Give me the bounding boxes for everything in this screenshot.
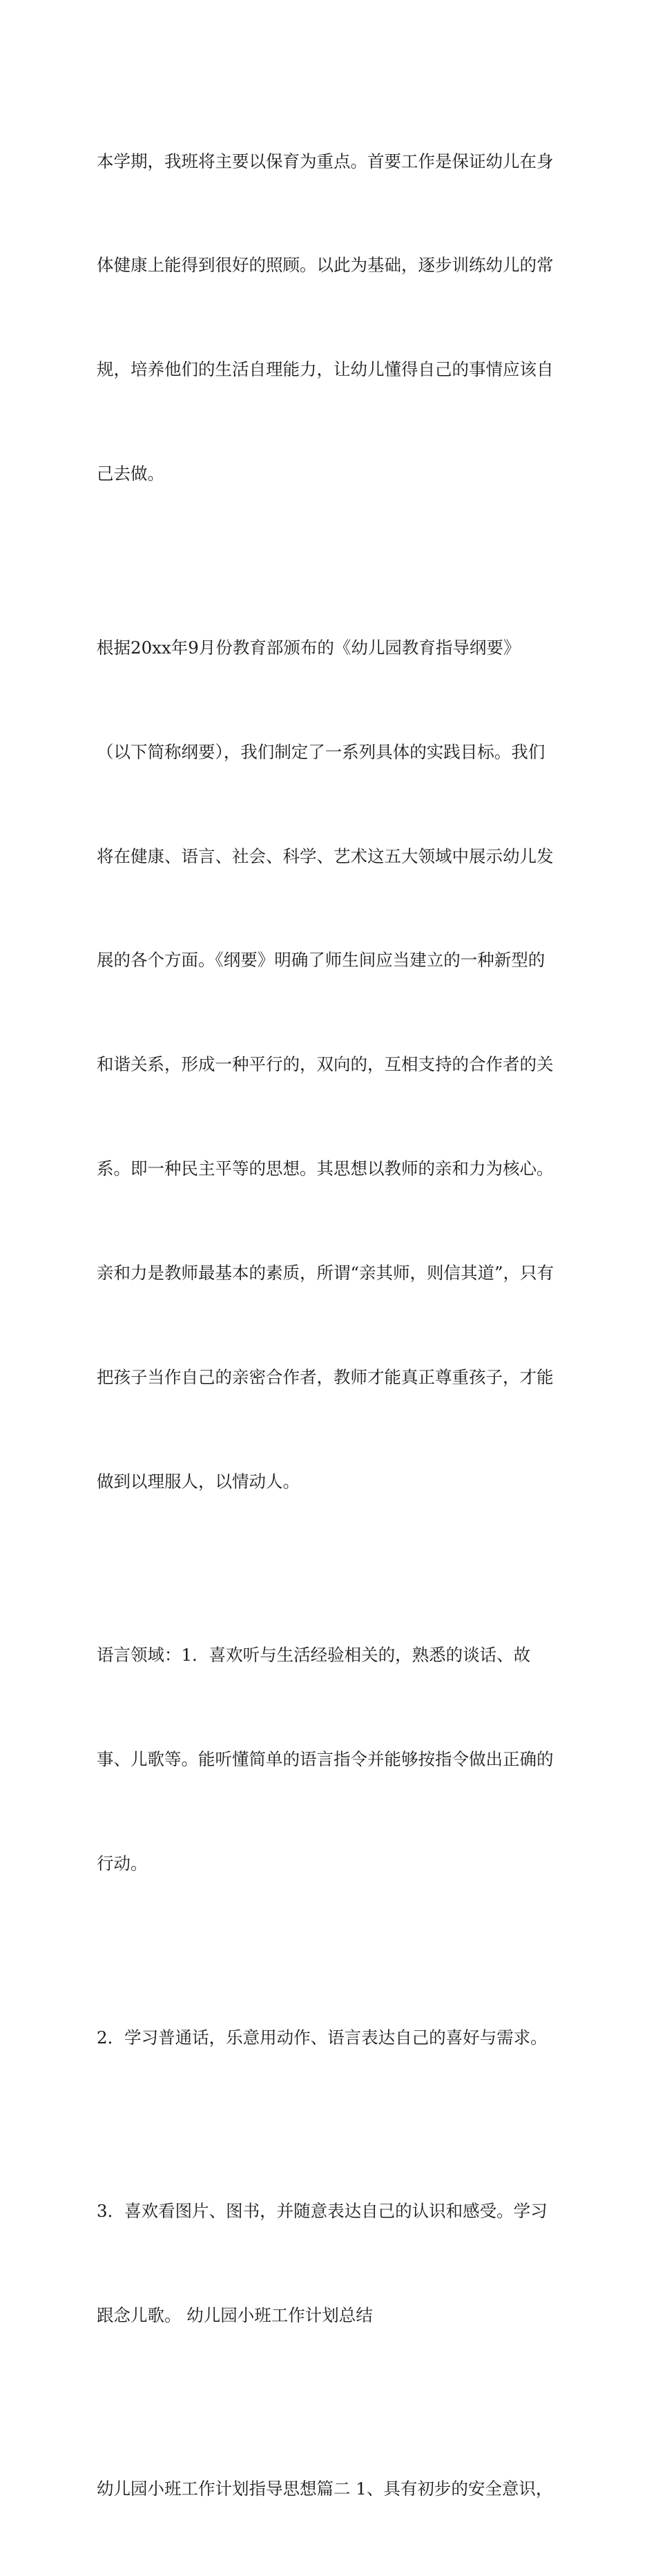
text-line: 语言领域：1．喜欢听与生活经验相关的，熟悉的谈话、故 [97, 1645, 531, 1666]
document-body [97, 75, 573, 2576]
text-line: 亲和力是教师最基本的素质，所谓“亲其师，则信其道”，只有 [97, 1263, 554, 1284]
text-line: 规，培养他们的生活自理能力，让幼儿懂得自己的事情应该自 [97, 359, 554, 380]
text-line: 展的各个方面。《纲要》明确了师生间应当建立的一种新型的 [97, 950, 546, 971]
text-line: 3．喜欢看图片、图书，并随意表达自己的认识和感受。学习 [97, 2201, 548, 2222]
paragraph-4 [97, 1951, 573, 2124]
text-line: 把孩子当作自己的亲密合作者，教师才能真正尊重孩子，才能 [97, 1366, 554, 1387]
paragraph-5 [97, 2125, 573, 2403]
text-line: 行动。 [97, 1853, 148, 1874]
text-line: 幼儿园小班工作计划指导思想篇二 1、具有初步的安全意识， [97, 2479, 553, 2499]
text-line: 做到以理服人，以情动人。 [97, 1471, 300, 1491]
text-line: 事、儿歌等。能听懂简单的语言指令并能够按指令做出正确的 [97, 1749, 554, 1770]
text-line: 和谐关系，形成一种平行的，双向的，互相支持的合作者的关 [97, 1054, 554, 1075]
text-line: 将在健康、语言、社会、科学、艺术这五大领域中展示幼儿发 [97, 846, 554, 866]
paragraph-3 [97, 1569, 573, 1951]
text-line: 己去做。 [97, 464, 164, 484]
text-line: 体健康上能得到很好的照顾。以此为基础，逐步训练幼儿的常 [97, 255, 554, 276]
paragraph-1 [97, 75, 573, 561]
text-line: 跟念儿歌。 幼儿园小班工作计划总结 [97, 2305, 373, 2325]
paragraph-6 [97, 2403, 573, 2576]
text-line: （以下简称纲要），我们制定了一系列具体的实践目标。我们 [97, 741, 546, 762]
text-line: 根据20xx年9月份教育部颁布的《幼儿园教育指导纲要》 [97, 637, 521, 658]
text-line: 2．学习普通话，乐意用动作、语言表达自己的喜好与需求。 [97, 2027, 548, 2048]
paragraph-2 [97, 561, 573, 1569]
text-line: 本学期，我班将主要以保育为重点。首要工作是保证幼儿在身 [97, 151, 554, 171]
text-line: 系。即一种民主平等的思想。其思想以教师的亲和力为核心。 [97, 1158, 554, 1179]
